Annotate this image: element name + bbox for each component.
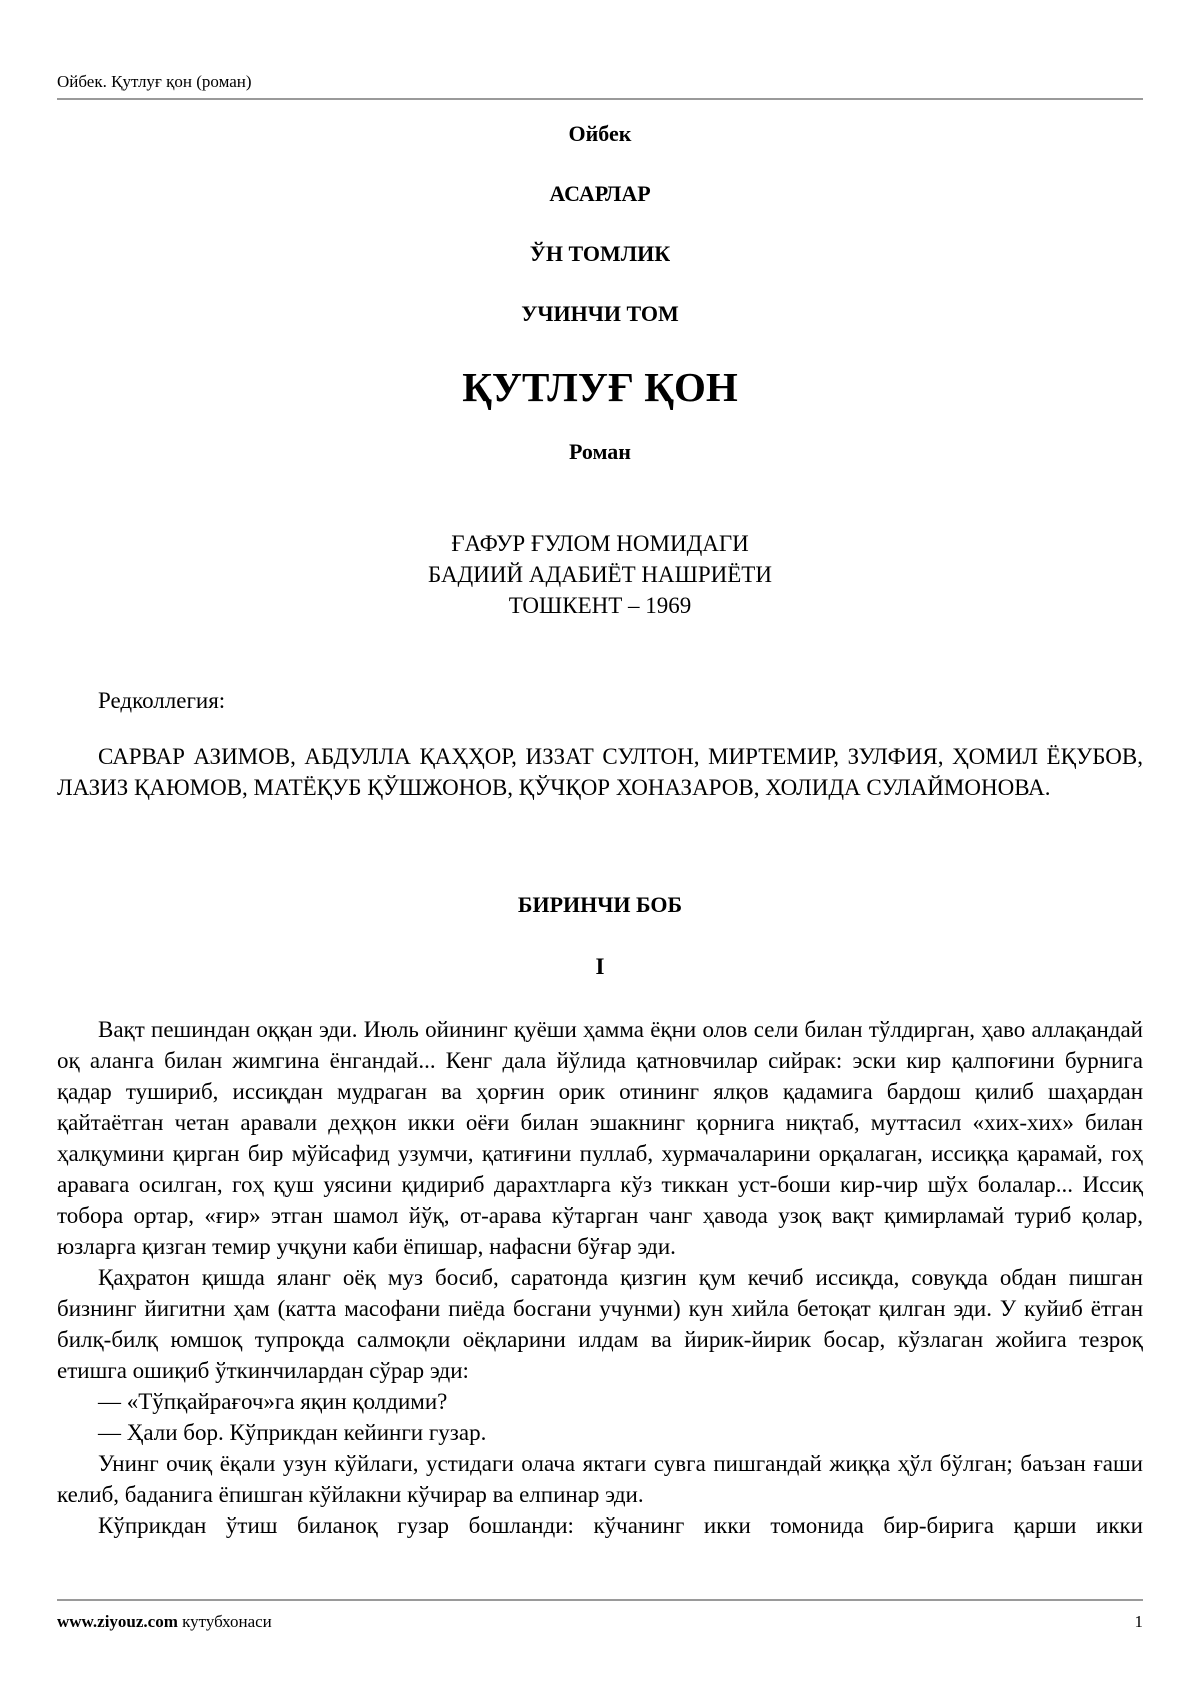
dialogue-line: — «Тўпқайрағоч»га яқин қолдими? — [98, 1389, 448, 1414]
paragraph: Унинг очиқ ёқали узун кўйлаги, устидаги олача яктаги сувга пишгандай жиққа ҳўл бўлган; баъзан ғаши келиб, баданига ёпишган кўйлакни кўчирар ва елпинар эди. — [57, 1451, 1143, 1507]
chapter-title: БИРИНЧИ БОБ — [517, 892, 683, 917]
dialogue-line: — Ҳали бор. Кўприкдан кейинги гузар. — [98, 1420, 487, 1445]
publisher-line: ҒАФУР ҒУЛОМ НОМИДАГИ — [451, 531, 749, 556]
book-title: ҚУТЛУҒ ҚОН — [462, 364, 738, 410]
page-number: 1 — [1134, 1612, 1143, 1631]
running-header: Ойбек. Қутлуғ қон (роман) — [57, 72, 252, 91]
publisher-block — [57, 528, 1143, 621]
editorial-label-block — [57, 685, 1143, 716]
header-divider — [57, 98, 1143, 100]
editorial-names: САРВАР АЗИМОВ, АБДУЛЛА ҚАҲҲОР, ИЗЗАТ СУЛТОН, МИРТЕМИР, ЗУЛФИЯ, ҲОМИЛ ЁҚУБОВ, ЛАЗИЗ ҚАЮМОВ, МАТЁҚУБ ҚЎШЖОНОВ, ҚЎЧҚОР ХОНАЗАРОВ, ХОЛИДА СУЛАЙМОНОВА. — [57, 744, 1143, 800]
volumes-title: ЎН ТОМЛИК — [529, 241, 671, 266]
footer-divider — [57, 1599, 1143, 1601]
footer-site-link[interactable]: www.ziyouz.com — [57, 1612, 178, 1631]
editorial-label: Редколлегия: — [98, 688, 226, 713]
volume-title: УЧИНЧИ ТОМ — [521, 301, 679, 326]
editorial-names-block — [57, 741, 1143, 803]
paragraph: Қаҳратон қишда яланг оёқ муз босиб, саратонда қизгин қум кечиб иссиқда, совуқда обдан пишган бизнинг йигитни ҳам (катта масофани пиёда босгани учунми) кун хийла бетоқат қилган эди. У куйиб ётган билқ-билқ юмшоқ тупроқда салмоқли оёқларини илдам ва йирик-йирик босар, кўзлаган жойига тезроқ етишга ошиқиб ўткинчилардан сўрар эди: — [57, 1265, 1143, 1383]
works-title: АСАРЛАР — [549, 181, 651, 206]
author-name: Ойбек — [568, 121, 632, 146]
genre-label: Роман — [569, 439, 631, 464]
main-text — [57, 1014, 1143, 1541]
footer-source — [57, 1612, 272, 1632]
publisher-city-year: ТОШКЕНТ – 1969 — [508, 593, 692, 618]
paragraph: Вақт пешиндан оққан эди. Июль ойининг қуёши ҳамма ёқни олов сели билан тўлдирган, ҳаво аллақандай оқ аланга билан жимгина ёнгандай... Кенг дала йўлида қатновчилар сийрак: эски кир қалпоғини бурнига қадар тушириб, иссиқдан мудраган ва ҳорғин орик отининг ялқов қадамига бардош қилиб шаҳардан қайтаётган четан аравали деҳқон икки оёғи билан эшакнинг қорнига ниқтаб, муттасил «хих-хих» билан ҳалқумини қирган бир мўйсафид узумчи, қатиғини пуллаб, хурмачаларини орқалаган, иссиққа қарамай, гоҳ аравага осилган, гоҳ қуш уясини қидириб дарахтларга кўз тиккан уст-боши кир-чир шўх болалар... Иссиқ тобора ортар, «ғир» этган шамол йўқ, от-арава кўтарган чанг ҳавода узоқ вақт қимирламай туриб қолар, юзларга қизган темир учқуни каби ёпишар, нафасни бўғар эди. — [57, 1017, 1143, 1259]
publisher-line: БАДИИЙ АДАБИЁТ НАШРИЁТИ — [428, 562, 772, 587]
footer-site-label: кутубхонаси — [182, 1612, 272, 1631]
section-number: I — [595, 954, 605, 979]
paragraph: Кўприкдан ўтиш биланоқ гузар бошланди: кўчанинг икки томонида бир-бирига қарши икки — [98, 1513, 1143, 1538]
